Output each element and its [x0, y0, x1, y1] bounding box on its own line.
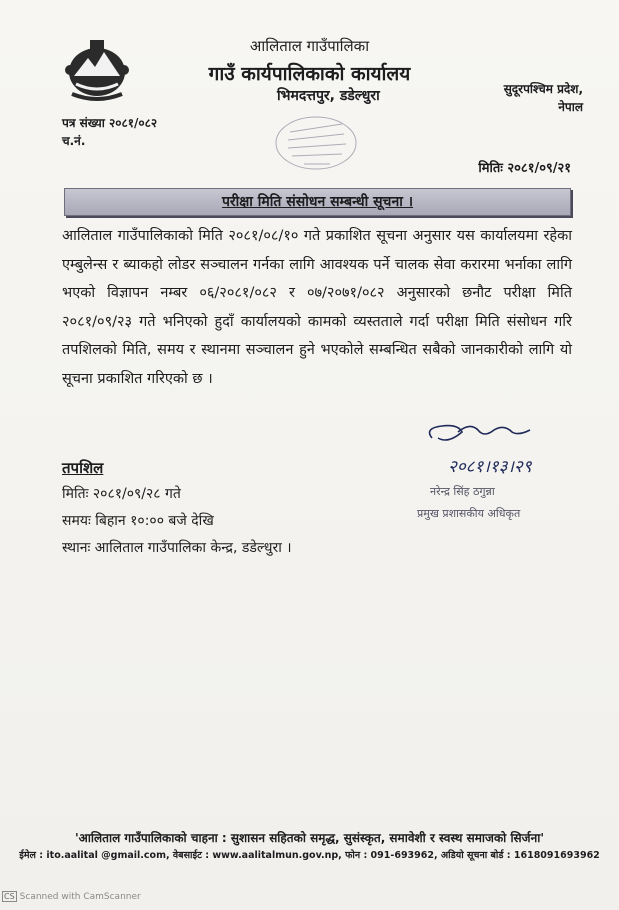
camscanner-text: Scanned with CamScanner [19, 892, 141, 902]
footer-slogan: 'आलिताल गाउँपालिकाको चाहना : सुशासन सहितको समृद्ध, सुसंस्कृत, समावेशी र स्वस्थ समाजको सिर्जना' [74, 831, 545, 845]
footer-contact: ईमेल : ito.aalital @gmail.com, वेबसाईट : www.aalitalmun.gov.np, फोन : 091-693962, अडियो सूचना बोर्ड : 1618091693962 [19, 850, 600, 861]
province-block [504, 80, 583, 116]
signature [418, 418, 548, 476]
province-name: सुदूरपश्चिम प्रदेश, [503, 82, 583, 96]
camscanner-watermark [2, 891, 141, 902]
notice-subject [64, 188, 571, 216]
country-name: नेपाल [558, 100, 583, 114]
exam-date: मितिः २०८१/०९/२८ गते [62, 486, 181, 502]
signatory-title: प्रमुख प्रशासकीय अधिकृत [417, 507, 521, 520]
exam-venue: स्थानः आलिताल गाउँपालिका केन्द्र, डडेल्धुरा । [62, 540, 292, 556]
letter-number: पत्र संख्या २०८१/०८२ [62, 116, 158, 130]
office-name: गाउँ कार्यपालिकाको कार्यालय [208, 63, 411, 85]
office-stamp-icon [268, 110, 364, 176]
office-address: भिमदत्तपुर, डडेल्धुरा [277, 88, 380, 104]
signatory-name: नरेन्द्र सिंह ठगुन्ना [430, 485, 495, 498]
camscanner-logo-icon: CS [4, 892, 15, 901]
signature-scribble-icon [418, 418, 548, 450]
exam-time: समयः बिहान १०:०० बजे देखि [62, 513, 214, 529]
municipality-name: आलिताल गाउँपालिका [249, 37, 370, 55]
dispatch-number: च.नं. [62, 134, 86, 148]
notice-body: आलिताल गाउँपालिकाको मिति २०८१/०८/१० गते प्रकाशित सूचना अनुसार यस कार्यालयमा रहेका एम्बुलेन्स र ब्याकहो लोडर सञ्चालन गर्नका लागि आवश्यक पर्ने चालक सेवा करारमा भर्नाका लागि भएको विज्ञापन नम्बर ०६/२०८१/०८२ र ०७/२०७१/०८२ अनुसारको छनौट परीक्षा मिति २०८१/०९/२३ गते भनिएको हुदाँ कार्यालयको कामको व्यस्तताले गर्दा परीक्षा मिति संसोधन गरि तपशिलको मिति, समय र स्थानमा सञ्चालन हुने भएकोले सम्बन्धित सबैको जानकारीको लागि यो सूचना प्रकाशित गरिएको छ । [62, 228, 572, 387]
tapsil-heading: तपशिल [62, 459, 104, 477]
letter-date: मितिः २०८१/०९/२१ [478, 161, 571, 176]
signature-date: २०८१।१३।२९ [448, 457, 532, 477]
notice-subject-text: परीक्षा मिति संसोधन सम्बन्धी सूचना । [221, 194, 414, 210]
